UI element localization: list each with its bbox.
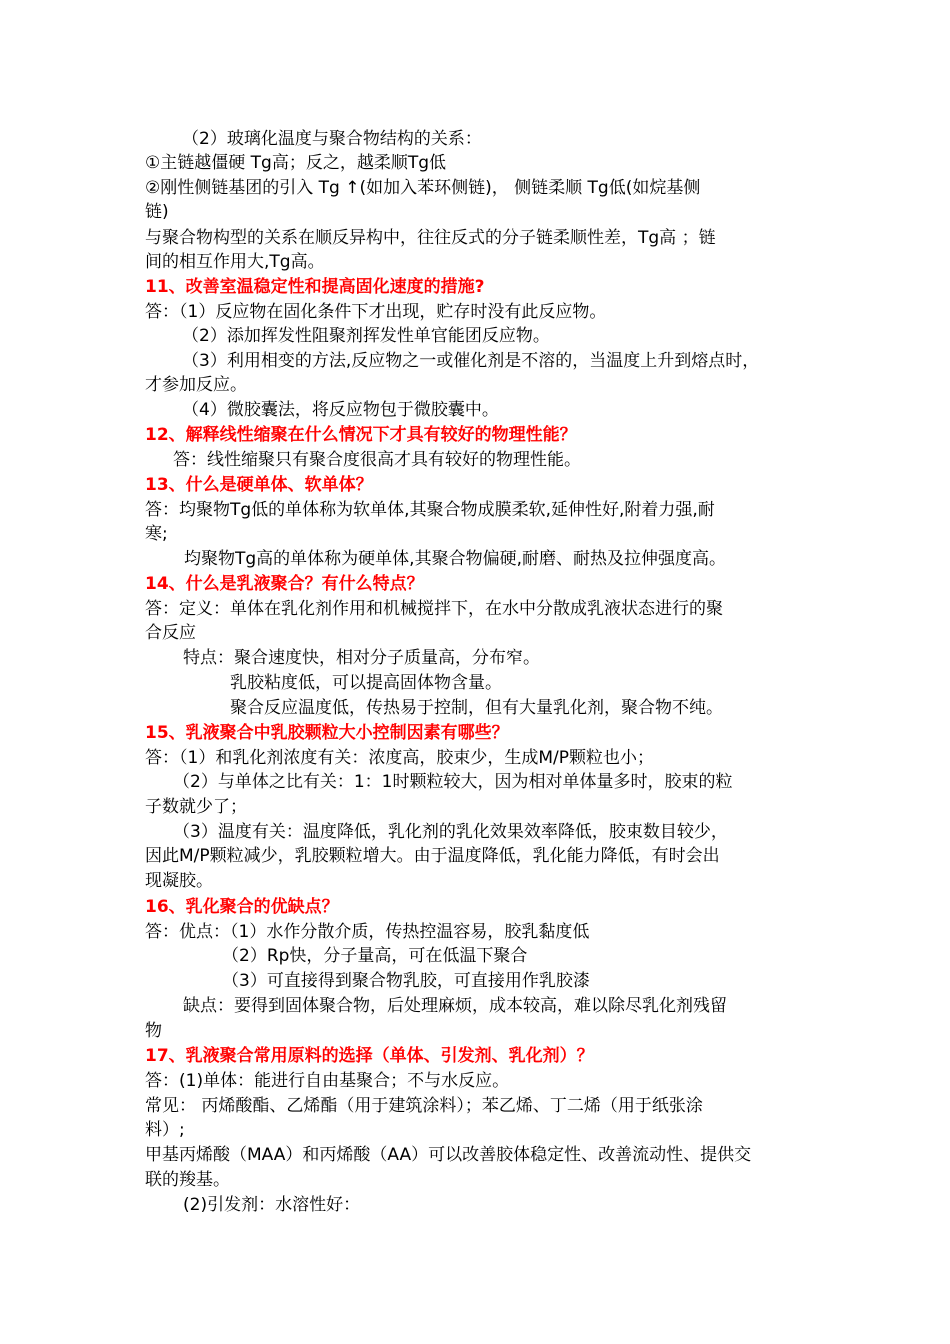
- question-heading: 17、乳液聚合常用原料的选择（单体、引发剂、乳化剂）？: [145, 1046, 594, 1066]
- question-heading: 11、改善室温稳定性和提高固化速度的措施?: [145, 277, 485, 297]
- text-line: 料）;: [145, 1120, 185, 1140]
- text-line: 才参加反应。: [145, 375, 247, 395]
- text-line: 特点：聚合速度快，相对分子质量高，分布窄。: [183, 648, 540, 668]
- text-line: 常见： 丙烯酸酯、乙烯酯（用于建筑涂料）；苯乙烯、丁二烯（用于纸张涂: [145, 1096, 703, 1116]
- text-line: 寒;: [145, 524, 168, 544]
- text-line: （2）Rp快，分子量高，可在低温下聚合: [222, 946, 528, 966]
- question-heading: 15、乳液聚合中乳胶颗粒大小控制因素有哪些？: [145, 723, 509, 743]
- text-line: 联的羧基。: [145, 1170, 230, 1190]
- text-line: 链): [145, 202, 169, 222]
- text-line: 缺点：要得到固体聚合物，后处理麻烦，成本较高，难以除尽乳化剂残留: [183, 996, 727, 1016]
- question-heading: 13、什么是硬单体、软单体？: [145, 475, 373, 495]
- question-heading: 14、什么是乳液聚合？有什么特点？: [145, 574, 424, 594]
- text-line: 物: [145, 1021, 162, 1041]
- text-line: 与聚合物构型的关系在顺反异构中，往往反式的分子链柔顺性差，Tg高 ；链: [145, 228, 716, 248]
- question-heading: 12、解释线性缩聚在什么情况下才具有较好的物理性能？: [145, 425, 577, 445]
- text-line: 答：优点：（1）水作分散介质，传热控温容易，胶乳黏度低: [145, 922, 590, 942]
- text-line: （2）玻璃化温度与聚合物结构的关系：: [182, 129, 482, 149]
- text-line: （3）利用相变的方法,反应物之一或催化剂是不溶的，当温度上升到熔点时，: [182, 351, 760, 371]
- text-line: 答：（1）反应物在固化条件下才出现，贮存时没有此反应物。: [145, 302, 607, 322]
- text-line: 间的相互作用大,Tg高。: [145, 252, 325, 272]
- text-line: （3）可直接得到聚合物乳胶，可直接用作乳胶漆: [222, 971, 590, 991]
- text-line: (2)引发剂：水溶性好：: [183, 1195, 361, 1215]
- text-line: 答：定义：单体在乳化剂作用和机械搅拌下，在水中分散成乳液状态进行的聚: [145, 599, 723, 619]
- text-line: 答：（1）和乳化剂浓度有关：浓度高，胶束少，生成M/P颗粒也小；: [145, 748, 654, 768]
- text-line: 答：(1)单体：能进行自由基聚合；不与水反应。: [145, 1071, 510, 1091]
- text-line: 因此M/P颗粒减少，乳胶颗粒增大。由于温度降低，乳化能力降低，有时会出: [145, 846, 720, 866]
- text-line: 聚合反应温度低，传热易于控制，但有大量乳化剂，聚合物不纯。: [230, 698, 723, 718]
- text-line: ①主链越僵硬 Tg高；反之，越柔顺Tg低: [145, 153, 446, 173]
- text-line: 甲基丙烯酸（MAA）和丙烯酸（AA）可以改善胶体稳定性、改善流动性、提供交: [145, 1145, 752, 1165]
- text-line: ②刚性侧链基团的引入 Tg ↑(如加入苯环侧链)， 侧链柔顺 Tg低(如烷基侧: [145, 178, 701, 198]
- text-line: （2）与单体之比有关：1：1时颗粒较大，因为相对单体量多时，胶束的粒: [173, 772, 733, 792]
- text-line: 答：线性缩聚只有聚合度很高才具有较好的物理性能。: [173, 450, 581, 470]
- text-line: 答：均聚物Tg低的单体称为软单体,其聚合物成膜柔软,延伸性好,附着力强,耐: [145, 500, 715, 520]
- text-line: 均聚物Tg高的单体称为硬单体,其聚合物偏硬,耐磨、耐热及拉伸强度高。: [184, 549, 726, 569]
- text-line: （3）温度有关：温度降低，乳化剂的乳化效果效率降低，胶束数目较少，: [173, 822, 728, 842]
- text-line: 乳胶粘度低，可以提高固体物含量。: [230, 673, 502, 693]
- question-heading: 16、乳化聚合的优缺点？: [145, 897, 339, 917]
- text-line: 合反应: [145, 623, 196, 643]
- text-line: （4）微胶囊法，将反应物包于微胶囊中。: [182, 400, 499, 420]
- text-line: 现凝胶。: [145, 871, 213, 891]
- text-line: 子数就少了；: [145, 797, 247, 817]
- text-line: （2）添加挥发性阻聚剂挥发性单官能团反应物。: [182, 326, 550, 346]
